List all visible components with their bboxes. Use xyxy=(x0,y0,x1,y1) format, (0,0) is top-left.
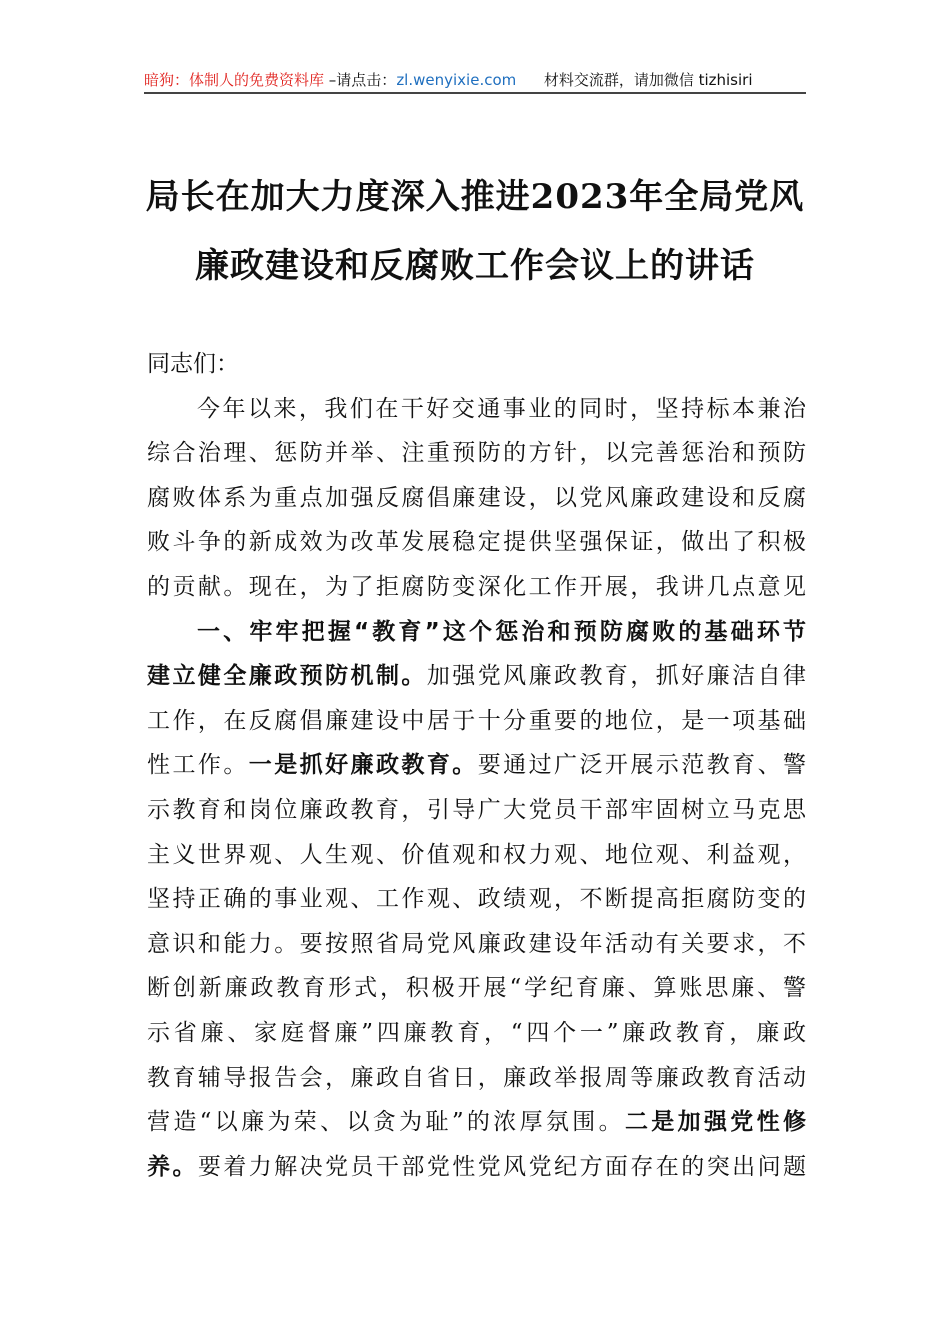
text-segment: 腐败体系为重点加强反腐倡廉建设，以党风廉政建设和反腐 xyxy=(147,484,806,511)
text-segment: 教育辅导报告会，廉政自省日，廉政举报周等廉政教育活动 xyxy=(147,1064,806,1091)
text-segment: 工作，在反腐倡廉建设中居于十分重要的地位，是一项基础 xyxy=(147,707,806,734)
text-line xyxy=(147,1100,806,1145)
text-line xyxy=(147,743,806,788)
page-header xyxy=(144,68,806,94)
text-segment: 要通过广泛开展示范教育、警 xyxy=(477,752,807,779)
text-segment: 意识和能力。要按照省局党风廉政建设年活动有关要求，不 xyxy=(147,930,806,957)
header-url-link[interactable]: zl.wenyixie.com xyxy=(396,71,517,89)
bold-text: 一、牢牢把握“教育”这个惩治和预防腐败的基础环节 xyxy=(197,618,806,645)
text-line xyxy=(147,476,806,521)
text-segment: 今年以来，我们在干好交通事业的同时，坚持标本兼治 xyxy=(197,395,806,422)
text-line xyxy=(147,654,806,699)
text-line xyxy=(147,520,806,565)
text-line xyxy=(147,387,806,432)
text-segment: 同志们： xyxy=(147,351,239,377)
header-contact: 材料交流群，请加微信 tizhisiri xyxy=(543,71,753,89)
text-segment: 主义世界观、人生观、价值观和权力观、地位观、利益观， xyxy=(147,841,806,868)
text-line xyxy=(147,966,806,1011)
text-segment: 的贡献。现在，为了拒腐防变深化工作开展，我讲几点意见 xyxy=(147,573,806,600)
document-body xyxy=(147,342,806,1189)
text-segment: 综合治理、惩防并举、注重预防的方针，以完善惩治和预防 xyxy=(147,440,806,467)
text-line xyxy=(147,699,806,744)
text-line xyxy=(147,1056,806,1101)
bold-text: 建立健全廉政预防机制。 xyxy=(147,663,427,690)
bold-text: 养。 xyxy=(147,1153,198,1180)
text-segment: 示教育和岗位廉政教育，引导广大党员干部牢固树立马克思 xyxy=(147,796,806,823)
document-title-line-1: 局长在加大力度深入推进2023年全局党风 xyxy=(145,177,805,217)
text-segment: 加强党风廉政教育，抓好廉洁自律 xyxy=(426,663,807,690)
text-line xyxy=(147,833,806,878)
text-segment: 示省廉、家庭督廉”四廉教育，“四个一”廉政教育，廉政 xyxy=(147,1019,806,1046)
text-segment: 营造“以廉为荣、以贪为耻”的浓厚氛围。 xyxy=(147,1109,625,1136)
text-line xyxy=(147,342,806,387)
bold-text: 二是加强党性修 xyxy=(624,1109,806,1136)
bold-text: 一是抓好廉政教育。 xyxy=(248,752,478,779)
text-line xyxy=(147,1011,806,1056)
text-line xyxy=(147,922,806,967)
text-segment: 败斗争的新成效为改革发展稳定提供坚强保证，做出了积极 xyxy=(147,529,806,556)
text-segment: 坚持正确的事业观、工作观、政绩观，不断提高拒腐防变的 xyxy=(147,886,806,913)
text-line xyxy=(147,431,806,476)
text-segment: 断创新廉政教育形式，积极开展“学纪育廉、算账思廉、警 xyxy=(147,975,806,1002)
text-line xyxy=(147,788,806,833)
header-prompt: –请点击： xyxy=(328,71,397,89)
text-line xyxy=(147,610,806,655)
text-line xyxy=(147,1145,806,1190)
document-title-line-2: 廉政建设和反腐败工作会议上的讲话 xyxy=(195,246,755,286)
text-line xyxy=(147,565,806,610)
header-brand: 暗狗：体制人的免费资料库 xyxy=(144,71,325,89)
text-segment: 性工作。 xyxy=(147,752,249,779)
text-segment: 要着力解决党员干部党性党风党纪方面存在的突出问题 xyxy=(197,1153,807,1180)
text-line xyxy=(147,877,806,922)
